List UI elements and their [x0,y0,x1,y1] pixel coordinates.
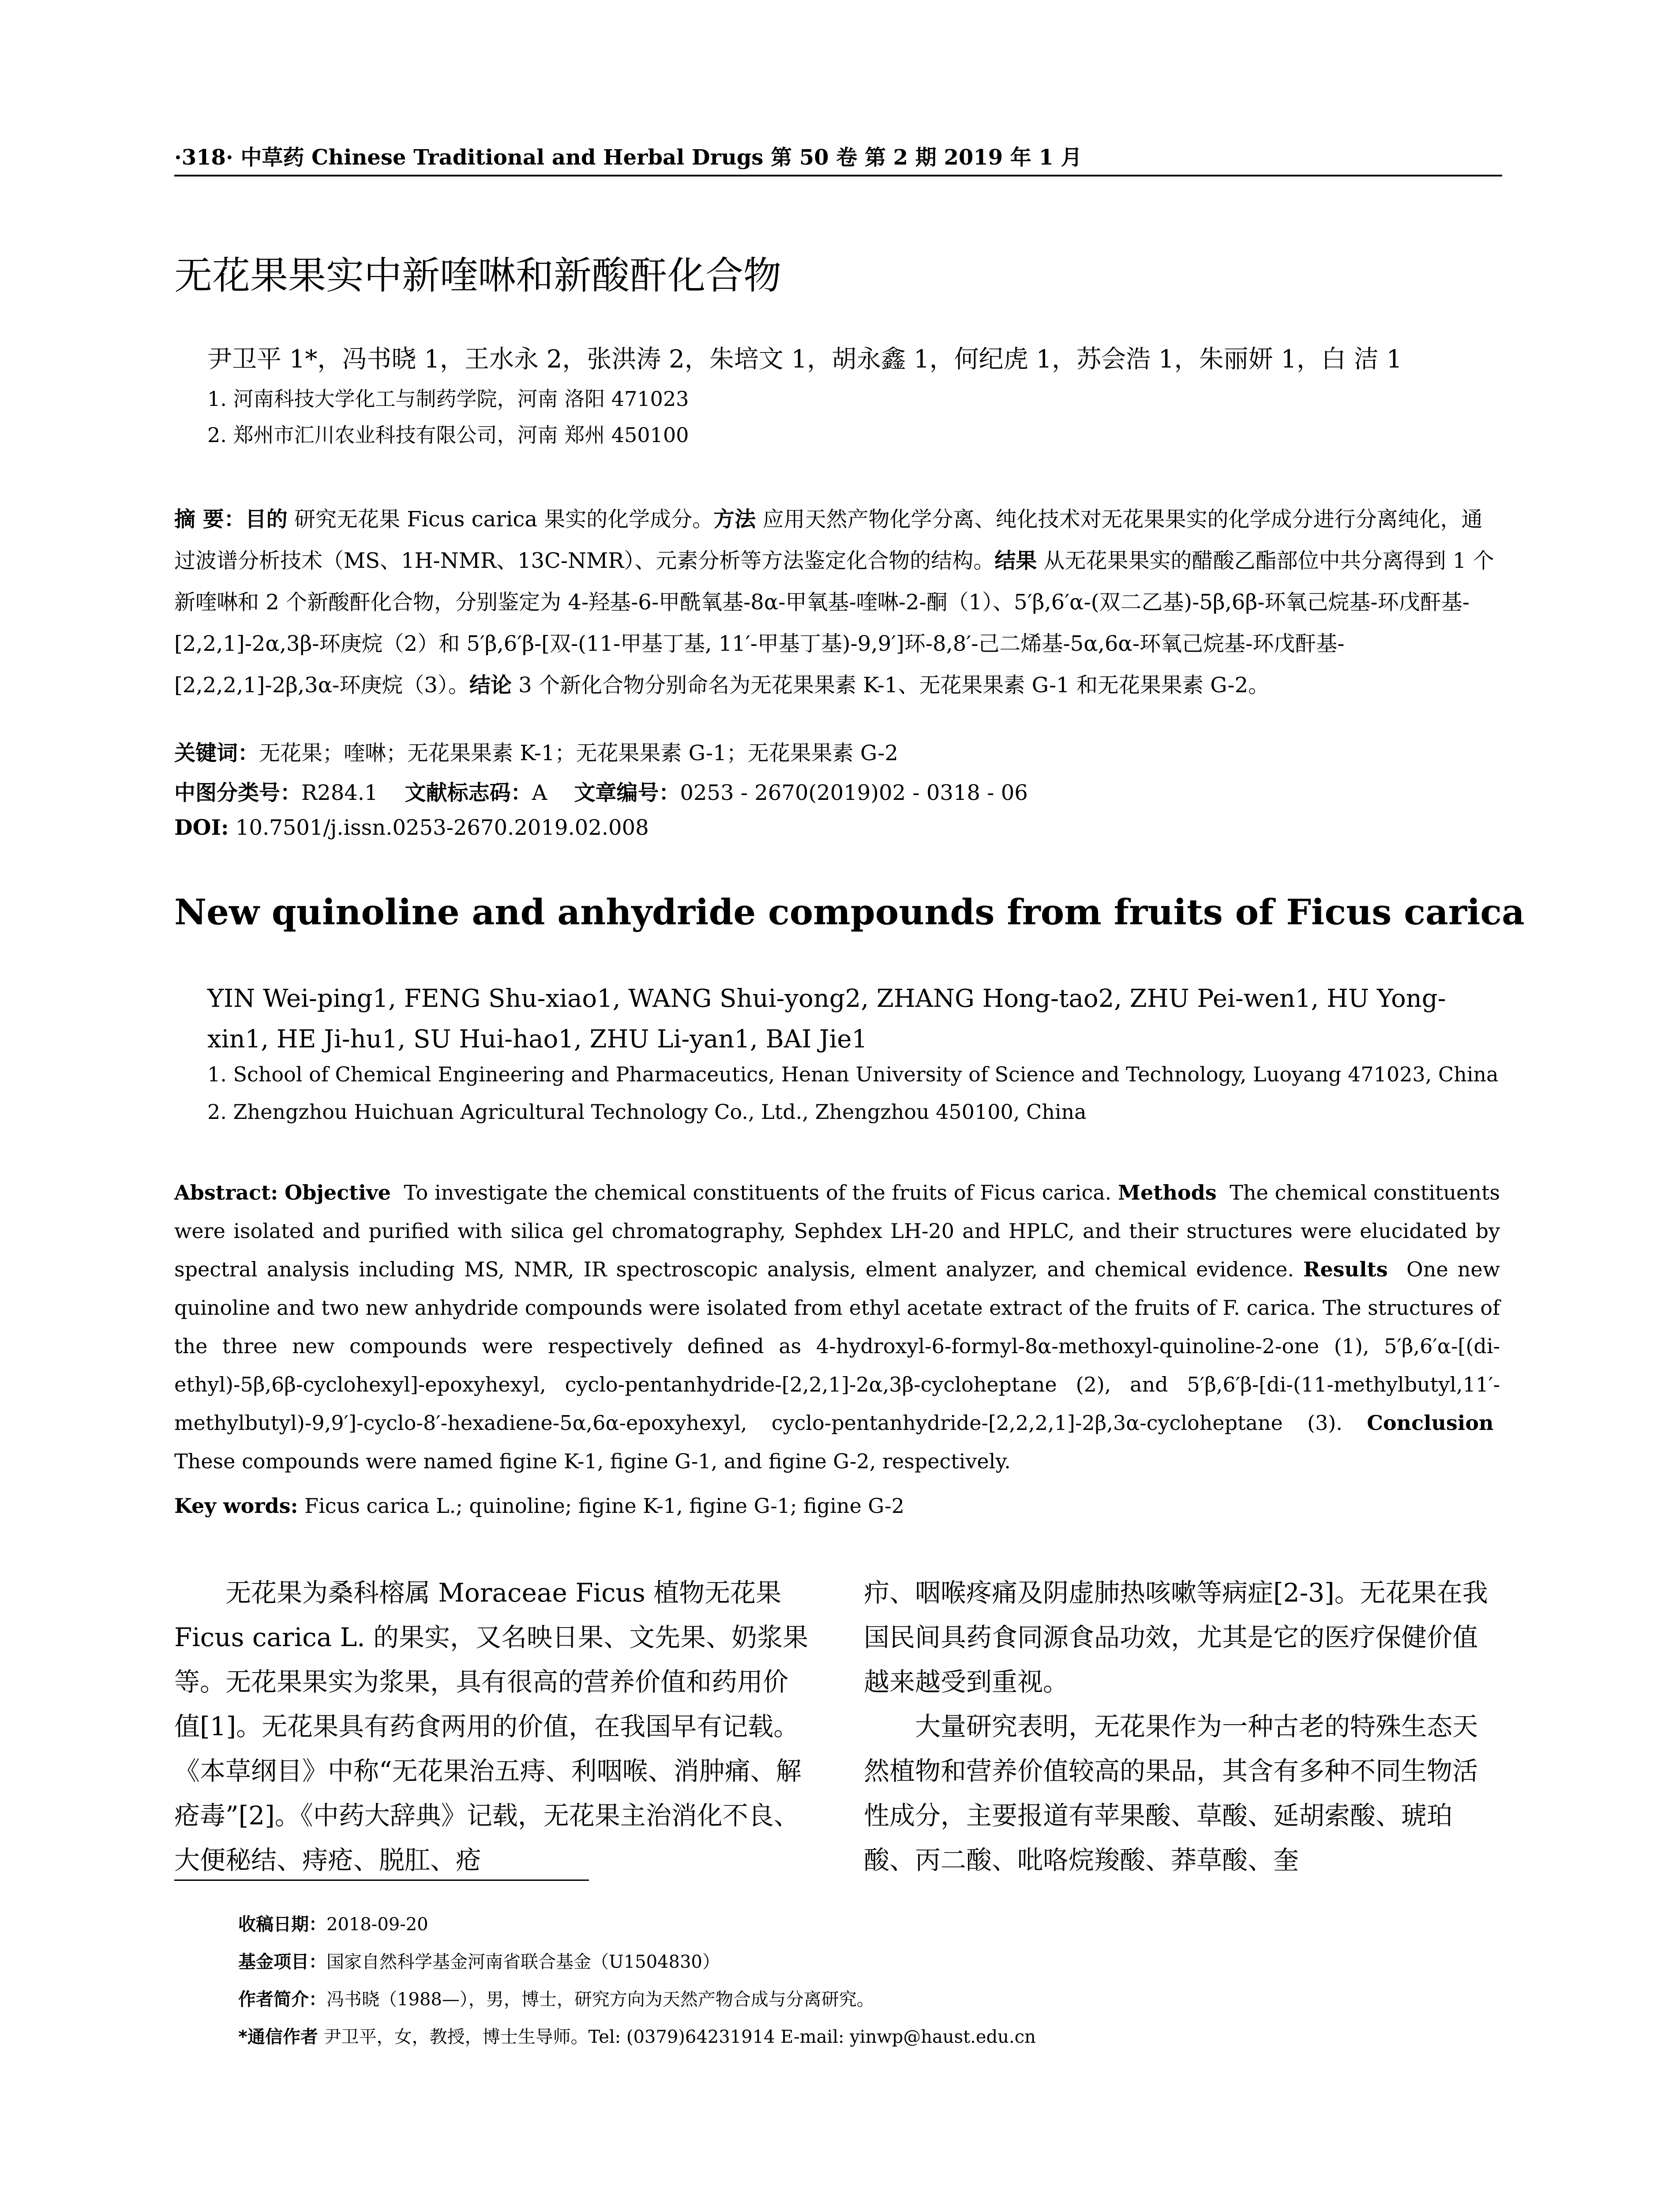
body-right-column [864,1571,1501,1883]
classification-cn [174,776,1028,806]
results-en: One new quinoline and two new anhydride compounds were isolated from ethyl acetate extract of the fruits of F. carica. The structures of the three new compounds were respectively defined as 4-hydroxyl-6-formyl-8α-methoxyl-quinoline-2-one (1), 5′β,6′α-[(di-ethyl)-5β,6β-cyclohexyl]-epoxyhexyl, cyclo-pentanhydride-[2,2,1]-2α,3β-cycloheptane (2), and 5′β,6′β-[di-(11-methylbutyl,11′-methylbutyl)-9,9′]-cyclo-8′-hexadiene-5α,6α-epoxyhexyl, cyclo-pentanhydride-[2,2,2,1]-2β,3α-cycloheptane (3). [174,1257,1500,1435]
received-label: 收稿日期： [238,1914,326,1935]
affiliation-en-2: 2. Zhengzhou Huichuan Agricultural Technology Co., Ltd., Zhengzhou 450100, China [207,1100,1087,1124]
bio-label: 作者简介： [238,1989,326,2010]
doc-code-value: A [532,780,548,805]
footnote-author-bio [238,1985,874,2011]
header-rule [174,175,1502,176]
body-paragraph: 疖、咽喉疼痛及阴虚肺热咳嗽等病症[2-3]。无花果在我国民间具药食同源食品功效，尤其是它的医疗保健价值越来越受到重视。 [864,1578,1488,1697]
body-paragraph: 大量研究表明，无花果作为一种古老的特殊生态天然植物和营养价值较高的果品，其含有多种不同生物活性成分，主要报道有苹果酸、草酸、延胡索酸、琥珀酸、丙二酸、吡咯烷羧酸、莽草酸、奎 [864,1711,1478,1875]
objective-cn: 研究无花果 Ficus carica 果实的化学成分。 [294,507,714,532]
title-en: New quinoline and anhydride compounds from fruits of Ficus carica [174,891,1525,933]
objective-cn-label: 目的 [245,507,288,532]
keywords-en [174,1494,904,1518]
affiliation-en-1: 1. School of Chemical Engineering and Pharmaceutics, Henan University of Science and Technology, Luoyang 471023, China [207,1062,1499,1086]
objective-en: To investigate the chemical constituents of the fruits of Ficus carica. [404,1181,1112,1204]
conclusion-cn: 3 个新化合物分别命名为无花果果素 K-1、无花果果素 G-1 和无花果果素 G-2。 [518,673,1270,698]
methods-en-label: Methods [1118,1181,1217,1204]
objective-en-label: Objective [285,1181,391,1204]
keywords-en-text: Ficus carica L.; quinoline; figine K-1, figine G-1; figine G-2 [304,1494,904,1518]
fund-text: 国家自然科学基金河南省联合基金（U1504830） [326,1952,720,1972]
abstract-en-label: Abstract: [174,1181,278,1204]
footnote-rule [174,1880,589,1881]
received-date: 2018-09-20 [326,1914,428,1935]
body-left-column [174,1571,812,1883]
doi [174,815,649,840]
doi-label: DOI: [174,815,229,840]
methods-cn: 应用天然产物化学分离、纯化技术对无花果果实的化学成分进行分离纯化，通过波谱分析技术（MS、1H-NMR、13C-NMR）、元素分析等方法鉴定化合物的结构。 [174,507,1483,573]
conclusion-en-label: Conclusion [1367,1411,1494,1435]
methods-cn-label: 方法 [713,507,756,532]
methods-en: The chemical constituents were isolated and purified with silica gel chromatography, Sephdex LH-20 and HPLC, and their structures were elucidated by spectral analysis including MS, NMR, IR spectroscopic analysis, elment analyzer, and chemical evidence. [174,1181,1500,1281]
conclusion-en: These compounds were named figine K-1, figine G-1, and figine G-2, respectively. [174,1449,1011,1473]
footnote-received [238,1910,428,1936]
keywords-cn-text: 无花果；喹啉；无花果果素 K-1；无花果果素 G-1；无花果果素 G-2 [259,741,898,765]
abstract-cn-label: 摘 要： [174,507,245,532]
conclusion-cn-label: 结论 [469,673,512,698]
authors-cn: 尹卫平 1*，冯书晓 1，王水永 2，张洪涛 2，朱培文 1，胡永鑫 1，何纪虎 1，苏会浩 1，朱丽妍 1，白 洁 1 [207,345,1402,374]
article-no-label: 文章编号： [574,780,680,805]
footnote-fund [238,1948,720,1973]
footnote-corresponding [238,2023,1036,2048]
keywords-en-label: Key words: [174,1494,298,1518]
results-en-label: Results [1303,1257,1388,1281]
abstract-cn [174,499,1500,706]
results-cn-label: 结果 [994,548,1037,573]
abstract-en [174,1174,1500,1481]
article-no-value: 0253 - 2670(2019)02 - 0318 - 06 [680,780,1028,805]
bio-text: 冯书晓（1988—），男，博士，研究方向为天然产物合成与分离研究。 [326,1989,874,2010]
affiliation-cn-2: 2. 郑州市汇川农业科技有限公司，河南 郑州 450100 [207,423,689,447]
title-cn: 无花果果实中新喹啉和新酸酐化合物 [174,254,781,298]
corr-text: 尹卫平，女，教授，博士生导师。Tel: (0379)64231914 E-mail: yinwp@haust.edu.cn [323,2027,1036,2047]
affiliation-cn-1: 1. 河南科技大学化工与制药学院，河南 洛阳 471023 [207,387,689,411]
clc-label: 中图分类号： [174,780,302,805]
clc-value: R284.1 [301,780,378,805]
running-header: ·318· 中草药 Chinese Traditional and Herbal Drugs 第 50 卷 第 2 期 2019 年 1 月 [174,145,1082,170]
corr-label: *通信作者 [238,2027,318,2047]
body-paragraph: 无花果为桑科榕属 Moraceae Ficus 植物无花果 Ficus carica L. 的果实，又名映日果、文先果、奶浆果等。无花果果实为浆果，具有很高的营养价值和药用价值[1]。无花果具有药食两用的价值，在我国早有记载。《本草纲目》中称“无花果治五痔、利咽喉、消肿痛、解疮毒”[2]。《中药大辞典》记载，无花果主治消化不良、大便秘结、痔疮、脱肛、疮 [174,1578,809,1875]
doi-value[interactable]: 10.7501/j.issn.0253-2670.2019.02.008 [235,815,649,840]
authors-en: YIN Wei-ping1, FENG Shu-xiao1, WANG Shui-yong2, ZHANG Hong-tao2, ZHU Pei-wen1, HU Yong-xin1, HE Ji-hu1, SU Hui-hao1, ZHU Li-yan1, BAI Jie1 [207,984,1446,1054]
doc-code-label: 文献标志码： [405,780,532,805]
keywords-cn-label: 关键词： [174,741,259,765]
keywords-cn [174,736,898,766]
results-cn: 从无花果果实的醋酸乙酯部位中共分离得到 1 个新喹啉和 2 个新酸酐化合物，分别鉴定为 4-羟基-6-甲酰氧基-8α-甲氧基-喹啉-2-酮（1）、5′β,6′α-(双二乙基)-5β,6β-环氧己烷基-环戊酐基-[2,2,1]-2α,3β-环庚烷（2）和 5′β,6′β-[双-(11-甲基丁基, 11′-甲基丁基)-9,9′]环-8,8′-己二烯基-5α,6α-环氧己烷基-环戊酐基-[2,2,2,1]-2β,3α-环庚烷（3）。 [174,548,1494,698]
fund-label: 基金项目： [238,1952,326,1972]
